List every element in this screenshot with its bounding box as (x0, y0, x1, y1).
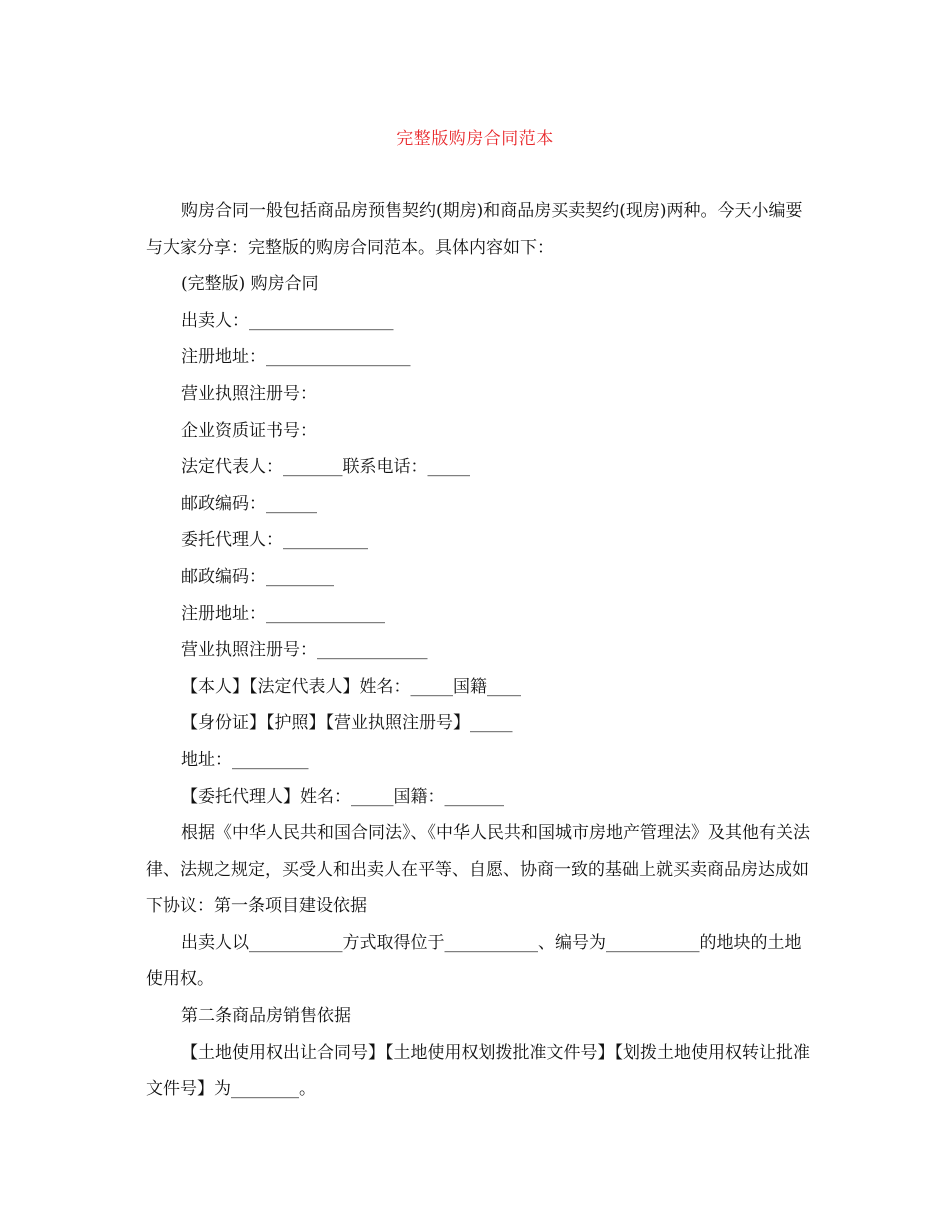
document-title: 完整版购房合同范本 (396, 129, 554, 149)
contract-heading: (完整版) 购房合同 (181, 274, 319, 295)
buyer-id-line: 【身份证】【护照】【营业执照注册号】_____ (181, 713, 513, 734)
qualification-cert-line: 企业资质证书号： (181, 420, 317, 441)
legal-basis-paragraph: 根据《中华人民共和国合同法》、《中华人民共和国城市房地产管理法》及其他有关法律、法规之规定，买受人和出卖人在平等、自愿、协商一致的基础上就买卖商品房达成如下协议：第一条项目建设依据 (146, 823, 810, 917)
land-use-paragraph: 出卖人以___________方式取得位于___________、编号为___________的地块的土地使用权。 (146, 932, 802, 990)
article-two-paragraph: 【土地使用权出让合同号】【土地使用权划拨批准文件号】【划拨土地使用权转让批准文件号】为________。 (146, 1042, 810, 1100)
registered-address-line: 注册地址：_________________ (181, 347, 411, 368)
document-body (146, 193, 810, 1108)
business-license-line: 营业执照注册号： (181, 383, 317, 404)
buyer-agent-line: 【委托代理人】姓名：_____国籍：_______ (181, 786, 504, 807)
postal-code-line: 邮政编码：______ (181, 493, 317, 514)
business-license-line-2: 营业执照注册号：_____________ (181, 640, 428, 661)
intro-paragraph: 购房合同一般包括商品房预售契约(期房)和商品房买卖契约(现房)两种。今天小编要与大家分享：完整版的购房合同范本。具体内容如下： (146, 201, 803, 258)
legal-rep-line: 法定代表人：_______联系电话：_____ (181, 457, 470, 478)
agent-line: 委托代理人：__________ (181, 530, 368, 551)
article-two-heading: 第二条商品房销售依据 (181, 1006, 351, 1027)
buyer-address-line: 地址：_________ (181, 749, 309, 770)
registered-address-line-2: 注册地址：______________ (181, 603, 385, 624)
buyer-name-line: 【本人】【法定代表人】姓名：_____国籍____ (181, 676, 521, 697)
postal-code-line-2: 邮政编码：________ (181, 566, 334, 587)
seller-line: 出卖人：_________________ (181, 310, 394, 331)
